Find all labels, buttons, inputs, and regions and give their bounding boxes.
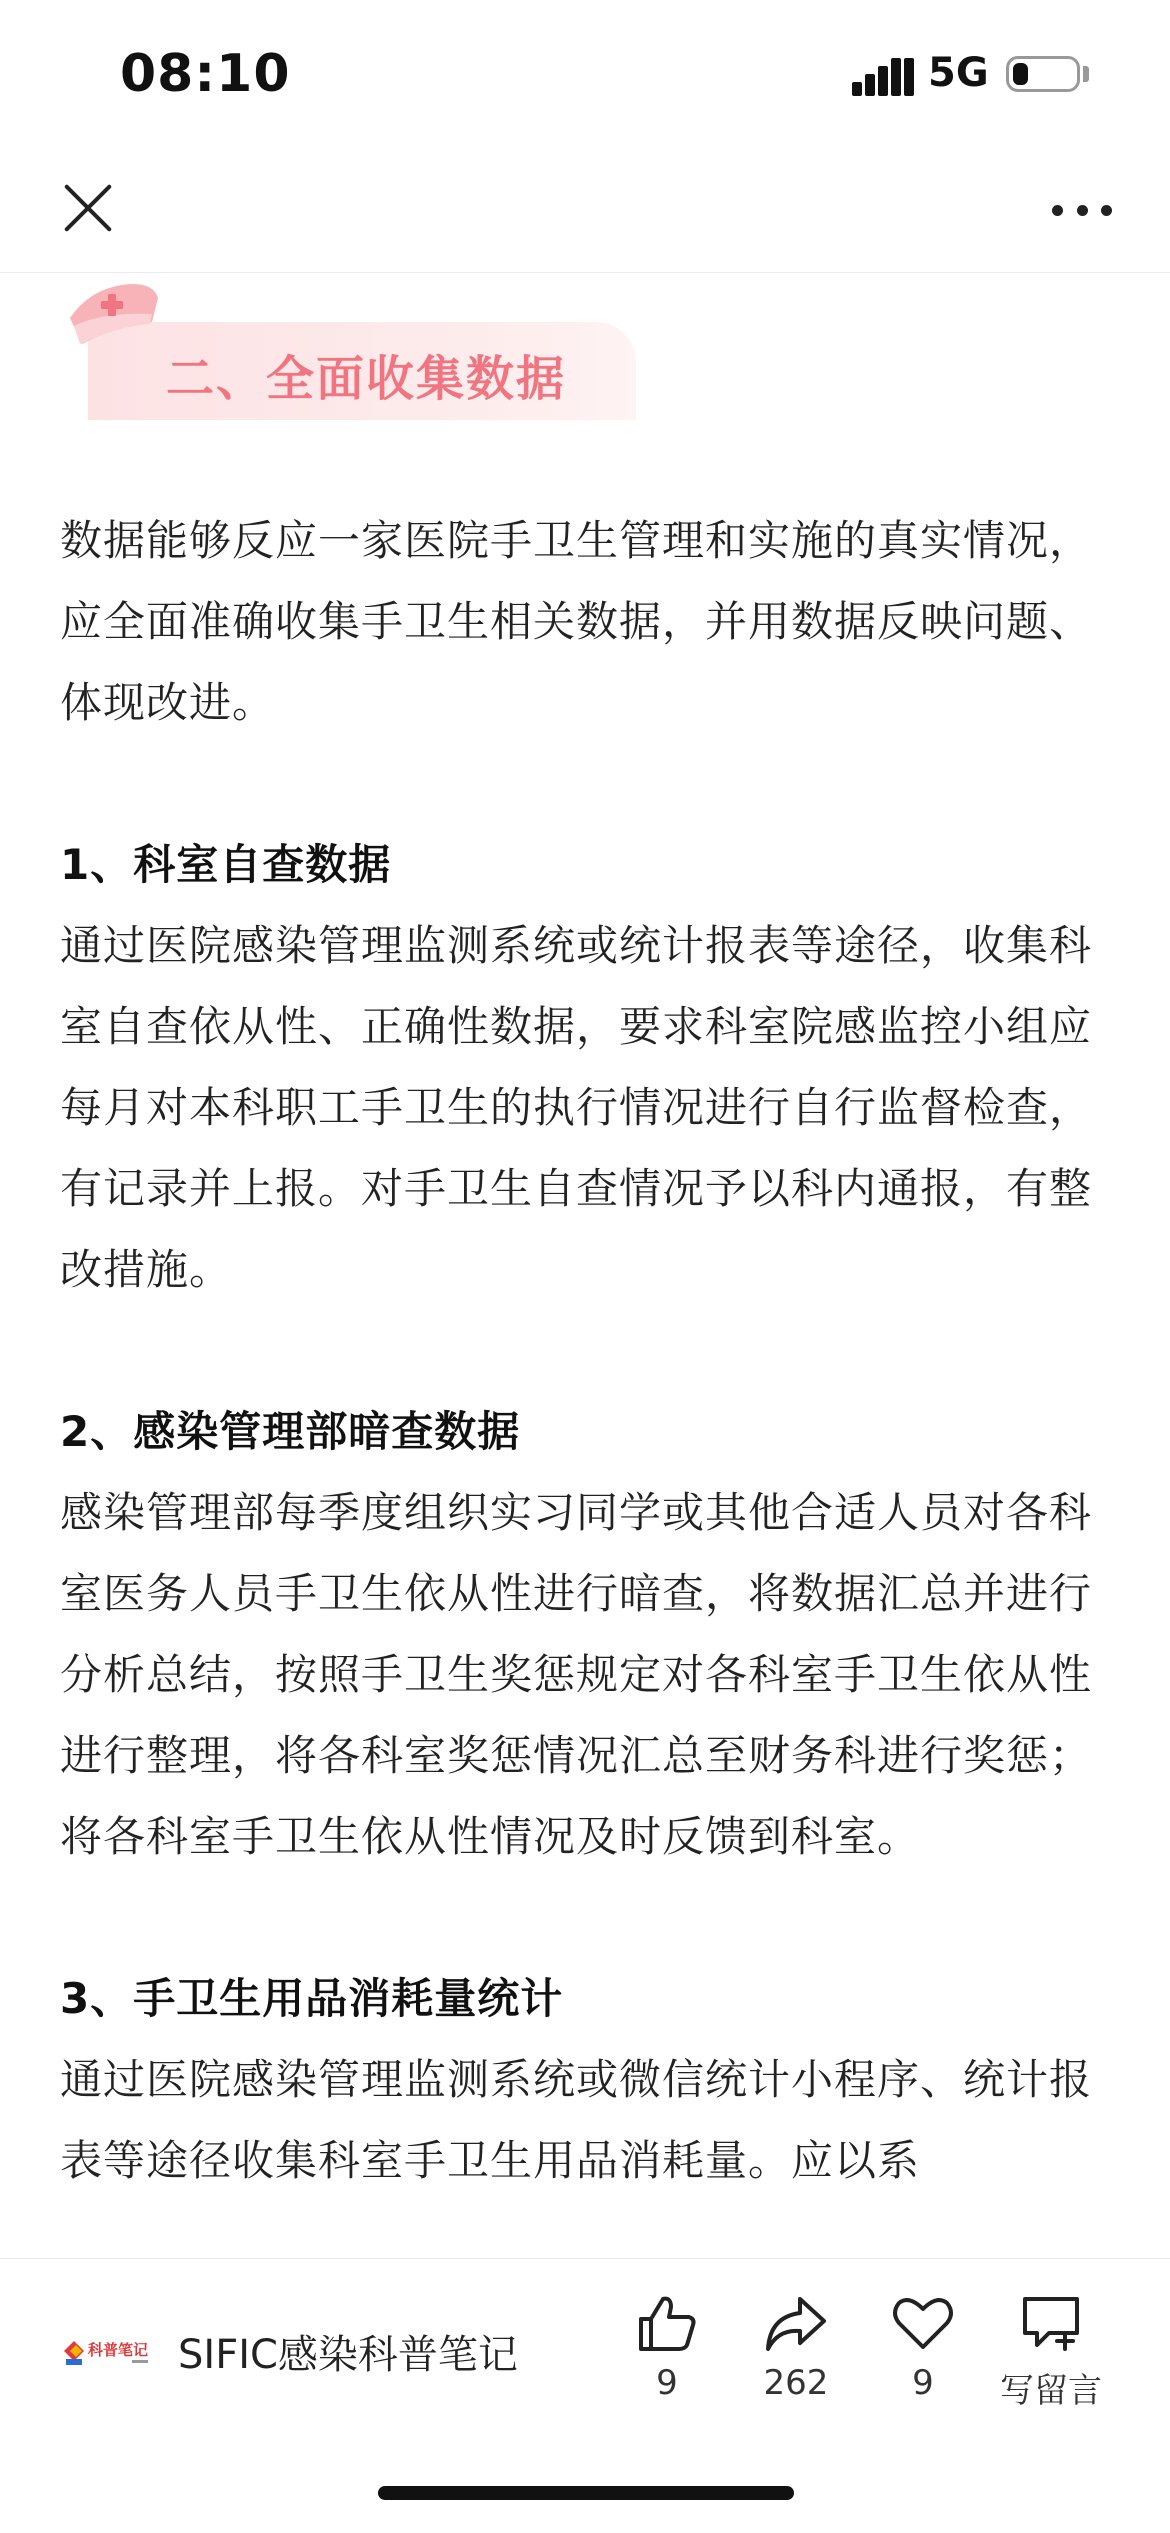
- item-heading: 1、科室自查数据: [60, 840, 392, 889]
- item-text: 通过医院感染管理监测系统或微信统计小程序、统计报表等途径收集科室手卫生用品消耗量。应以系: [60, 2055, 1093, 2185]
- nav-bar: [0, 150, 1170, 273]
- close-icon[interactable]: [58, 178, 118, 238]
- article-body: [60, 500, 1116, 2201]
- comment-label: 写留言: [1000, 2371, 1102, 2411]
- share-button[interactable]: [731, 2293, 861, 2403]
- item-heading: 2、感染管理部暗查数据: [60, 1407, 521, 1456]
- like-count: 9: [656, 2363, 678, 2403]
- status-bar: [0, 0, 1170, 150]
- home-indicator: [378, 2486, 794, 2500]
- heart-icon: [891, 2293, 955, 2353]
- share-count: 262: [763, 2363, 829, 2403]
- battery-icon: [1006, 56, 1080, 92]
- favorite-button[interactable]: [858, 2293, 988, 2403]
- svg-text:科普笔记: 科普笔记: [88, 2341, 149, 2359]
- more-icon[interactable]: [1052, 200, 1112, 220]
- share-icon: [764, 2293, 828, 2353]
- account-name[interactable]: SIFIC感染科普笔记: [178, 2332, 518, 2378]
- comment-button[interactable]: [986, 2293, 1116, 2412]
- item-text: 通过医院感染管理监测系统或统计报表等途径，收集科室自查依从性、正确性数据，要求科室院感监控小组应每月对本科职工手卫生的执行情况进行自行监督检查，有记录并上报。对手卫生自查情况予以科内通报，有整改措施。: [60, 921, 1093, 1294]
- sific-logo-icon[interactable]: [62, 2331, 154, 2371]
- article-intro: 数据能够反应一家医院手卫生管理和实施的真实情况，应全面准确收集手卫生相关数据，并用数据反映问题、体现改进。: [60, 516, 1093, 727]
- favorite-count: 9: [912, 2363, 934, 2403]
- item-heading: 3、手卫生用品消耗量统计: [60, 1974, 564, 2023]
- nurse-cap-icon: [62, 278, 162, 358]
- thumbs-up-icon: [635, 2293, 699, 2353]
- item-text: 感染管理部每季度组织实习同学或其他合适人员对各科室医务人员手卫生依从性进行暗查，将数据汇总并进行分析总结，按照手卫生奖惩规定对各科室手卫生依从性进行整理，将各科室奖惩情况汇总至财务科进行奖惩；将各科室手卫生依从性情况及时反馈到科室。: [60, 1488, 1093, 1861]
- status-time: 08:10: [120, 44, 291, 104]
- battery-tip: [1083, 66, 1089, 82]
- comment-icon: [1019, 2293, 1083, 2353]
- signal-icon: [852, 56, 914, 96]
- like-button[interactable]: [602, 2293, 732, 2403]
- network-type: 5G: [928, 50, 989, 96]
- section-title: 二、全面收集数据: [166, 351, 567, 407]
- battery-level: [1013, 63, 1028, 85]
